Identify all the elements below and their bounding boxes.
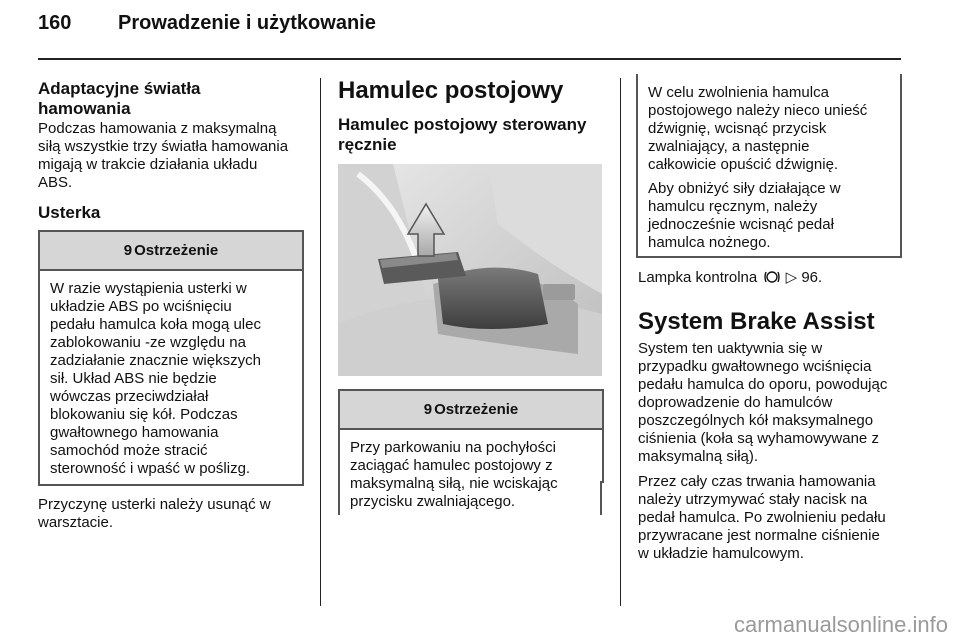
parking-brake-photo bbox=[338, 164, 602, 376]
column-divider-2 bbox=[620, 78, 621, 606]
parking-brake-section bbox=[338, 77, 608, 105]
text-line: doprowadzenie do hamulców bbox=[638, 394, 833, 411]
text-line: układzie ABS po wciśnięciu bbox=[50, 298, 232, 315]
page-title: Prowadzenie i użytkowanie bbox=[118, 12, 376, 34]
manual-parking-brake-subsection bbox=[338, 115, 608, 155]
text-line: postojowego należy nieco unieść bbox=[648, 102, 868, 119]
warning-title: Ostrzeżenie bbox=[134, 242, 219, 259]
text-line: wówczas przeciwdziałał bbox=[50, 388, 209, 405]
text-line: sił. Układ ABS nie będzie bbox=[50, 370, 217, 387]
warning-lamp-ref bbox=[638, 269, 908, 290]
text-line: przypadku gwałtownego wciśnięcia bbox=[638, 358, 872, 375]
text-line: gwałtownego hamowania bbox=[50, 424, 219, 441]
warning-body bbox=[340, 430, 602, 521]
text-line: W celu zwolnienia hamulca bbox=[648, 84, 829, 101]
text-line: sterowność i wpaść w poślizg. bbox=[50, 460, 251, 477]
warning-icon: 9 bbox=[123, 242, 133, 259]
watermark: carmanualsonline.info bbox=[733, 612, 948, 637]
warning-title: Ostrzeżenie bbox=[434, 401, 519, 418]
text-line: hamulca nożnego. bbox=[648, 234, 771, 251]
text-line: pedał hamulca. Po zwolnieniu pedału bbox=[638, 509, 886, 526]
text-line: ABS. bbox=[38, 174, 73, 191]
lamp-label: Lampka kontrolna bbox=[638, 269, 758, 286]
text-line: warsztacie. bbox=[38, 514, 114, 531]
abs-warning-box bbox=[38, 230, 304, 486]
release-instructions-box bbox=[636, 74, 902, 258]
text-line: samochód może stracić bbox=[50, 442, 208, 459]
brake-assist-heading: System Brake Assist bbox=[638, 308, 875, 335]
page-number: 160 bbox=[38, 12, 72, 34]
text-line: W razie wystąpienia usterki w bbox=[50, 280, 247, 297]
text-line: należy utrzymywać stały nacisk na bbox=[638, 491, 868, 508]
box-edge-left bbox=[338, 481, 340, 515]
text-line: hamulcu ręcznym, należy bbox=[648, 198, 818, 215]
text-line: Przez cały czas trwania hamowania bbox=[638, 473, 876, 490]
fault-heading: Usterka bbox=[38, 203, 101, 222]
text-line: przywracane jest normalne ciśnienie bbox=[638, 527, 880, 544]
text-line: dźwignię, wcisnąć przycisk bbox=[648, 120, 827, 137]
fault-section bbox=[38, 203, 100, 223]
warning-icon: 9 bbox=[423, 401, 433, 418]
text-line: zablokowaniu -ze względu na bbox=[50, 334, 246, 351]
text-line: maksymalną siłą). bbox=[638, 448, 759, 465]
warning-header bbox=[40, 232, 302, 271]
text-line: blokowaniu się kół. Podczas bbox=[50, 406, 238, 423]
text-line: przycisku zwalniającego. bbox=[350, 493, 516, 510]
parking-warning-box bbox=[338, 389, 604, 510]
header-rule bbox=[38, 58, 901, 60]
repair-note bbox=[38, 496, 308, 532]
text-line: Przyczynę usterki należy usunąć w bbox=[38, 496, 271, 513]
text-line: zaciągać hamulec postojowy z bbox=[350, 457, 553, 474]
page-ref-arrow-icon: ▷ bbox=[785, 269, 798, 286]
brake-assist-section bbox=[638, 308, 875, 336]
warning-body bbox=[40, 271, 302, 488]
parking-brake-heading: Hamulec postojowy bbox=[338, 77, 564, 104]
text-line: migają w trakcie działania układu bbox=[38, 156, 258, 173]
manual-parking-brake-heading: Hamulec postojowy sterowany ręcznie bbox=[338, 115, 587, 154]
release-instructions bbox=[638, 74, 900, 252]
text-line: zwalniający, a następnie bbox=[648, 138, 810, 155]
box-edge-right bbox=[600, 481, 602, 515]
text-line: Przy parkowaniu na pochyłości bbox=[350, 439, 556, 456]
brake-assist-text bbox=[638, 340, 908, 563]
text-line: pedału hamulca do oporu, powodując bbox=[638, 376, 888, 393]
text-line: zadziałanie znacznie większych bbox=[50, 352, 261, 369]
text-line: Aby obniżyć siły działające w bbox=[648, 180, 841, 197]
text-line: w układzie hamulcowym. bbox=[638, 545, 804, 562]
brake-lamp-icon bbox=[763, 269, 781, 290]
adaptive-brake-lights-text bbox=[38, 120, 308, 192]
text-line: System ten uaktywnia się w bbox=[638, 340, 823, 357]
warning-header bbox=[340, 391, 602, 430]
text-line: siłą wszystkie trzy światła hamowania bbox=[38, 138, 289, 155]
text-line: poszczególnych kół maksymalnego bbox=[638, 412, 874, 429]
text-line: całkowicie opuścić dźwignię. bbox=[648, 156, 839, 173]
adaptive-brake-lights-section bbox=[38, 79, 308, 119]
text-line: pedału hamulca koła mogą ulec bbox=[50, 316, 261, 333]
parking-brake-illustration bbox=[338, 164, 602, 376]
text-line: jednocześnie wcisnąć pedał bbox=[648, 216, 834, 233]
adaptive-brake-lights-heading: Adaptacyjne światła hamowania bbox=[38, 79, 201, 118]
text-line: maksymalną siłą, nie wciskając bbox=[350, 475, 558, 492]
text-line: Podczas hamowania z maksymalną bbox=[38, 120, 277, 137]
column-divider-1 bbox=[320, 78, 321, 606]
page-ref-link[interactable]: 96. bbox=[801, 269, 823, 286]
text-line: ciśnienia (koła są wyhamowywane z bbox=[638, 430, 879, 447]
